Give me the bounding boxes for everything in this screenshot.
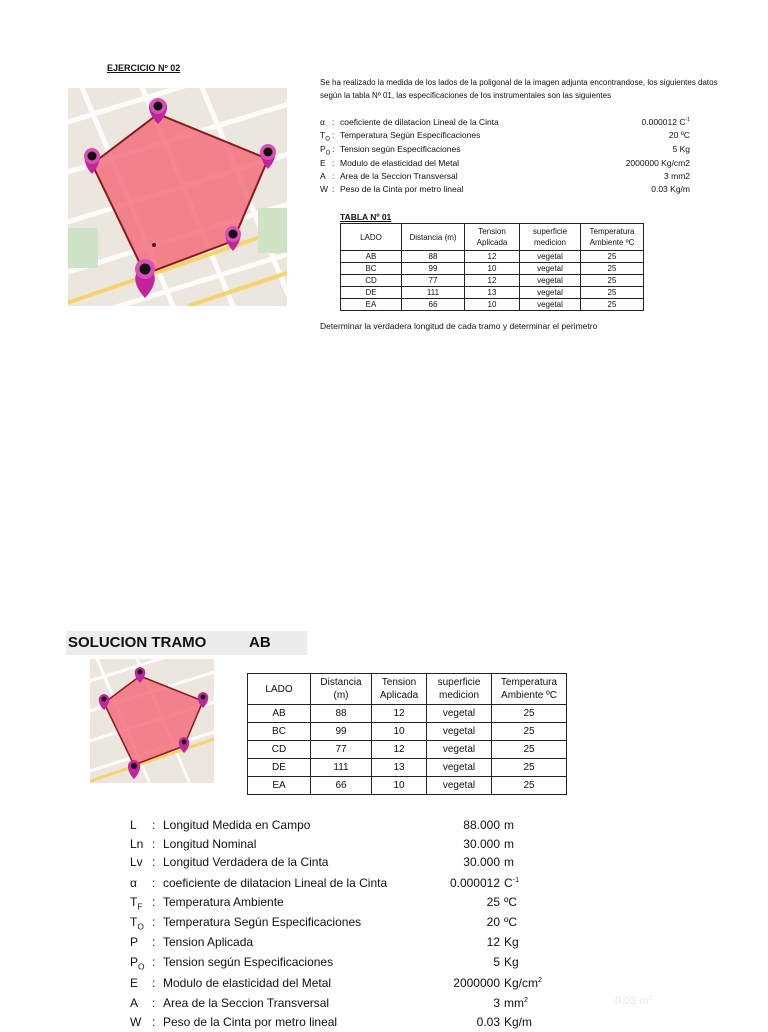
variable-row: E : Modulo de elasticidad del Metal 2000000 $Kg/cm^2$: [130, 975, 543, 990]
intro-text: Se ha realizado la medida de los lados de la poligonal de la imagen adjunta encontrandose, los siguientes datos según la tabla Nº 01, las especificaciones de los instrumentales son las siguientes: [320, 78, 718, 100]
variable-row: P : Tension Aplicada 12 Kg: [130, 935, 519, 949]
variable-row: α : coeficiente de dilatacion Lineal de la Cinta 0.000012 $C^{-1}$: [130, 875, 520, 890]
variable-row: A : Area de la Seccion Transversal 3 $mm^2$: [130, 995, 528, 1010]
instruction-text: Determinar la verdadera longitud de cada tramo y determinar el perimetro: [320, 321, 598, 331]
variable-row: Lv : Longitud Verdadera de la Cinta 30.000 m: [130, 855, 514, 869]
table-row: DE 111 13 vegetal 25: [248, 759, 567, 777]
spec-row: α : coeficiente de dilatacion Lineal de la Cinta 0.000012 $C^{-1}$: [320, 117, 690, 127]
table-row: BC 99 10 vegetal 25: [341, 263, 644, 275]
variable-row: L : Longitud Medida en Campo 88.000 m: [130, 818, 514, 832]
spec-row: W : Peso de la Cinta por metro lineal 0.03 Kg/m: [320, 184, 690, 194]
spec-row: $T_O$ : Temperatura Según Especificaciones 20 ºC: [320, 130, 690, 143]
map-image: [68, 88, 287, 306]
table-row: BC 99 10 vegetal 25: [248, 723, 567, 741]
variable-row: W : Peso de la Cinta por metro lineal 0.03 Kg/m: [130, 1015, 533, 1029]
table-header-row: LADO Distancia (m) Tension Aplicada superficie medicion Temperatura Ambiente ºC: [341, 224, 644, 251]
table-row: DE 111 13 vegetal 25: [341, 287, 644, 299]
variable-row: Ln : Longitud Nominal 30.000 m: [130, 837, 514, 851]
solution-title: SOLUCION TRAMO: [68, 634, 207, 651]
spec-row: E : Modulo de elasticidad del Metal 2000000 Kg/cm2: [320, 158, 690, 168]
table-row: EA 66 10 vegetal 25: [341, 299, 644, 311]
table-row: CD 77 12 vegetal 25: [248, 741, 567, 759]
map-thumbnail: [90, 659, 214, 783]
solution-segment: AB: [249, 634, 271, 651]
spec-row: $P_O$ : Tension según Especificaciones 5 Kg: [320, 144, 690, 157]
table-row: AB 88 12 vegetal 25: [341, 251, 644, 263]
table-row: EA 66 10 vegetal 25: [248, 777, 567, 795]
table-title: TABLA Nº 01: [340, 212, 392, 222]
variable-row: $P_O$ : Tension según Especificaciones 5 Kg: [130, 955, 519, 972]
solution-table: [247, 673, 567, 795]
variable-row: $T_F$ : Temperatura Ambiente 25 ºC: [130, 895, 518, 912]
map-thumbnail-svg: [90, 659, 214, 783]
map-polygon-svg: [68, 88, 287, 306]
faded-value: 0.03 $m^2$: [615, 994, 653, 1007]
table-row: CD 77 12 vegetal 25: [341, 275, 644, 287]
variable-row: $T_O$ : Temperatura Según Especificaciones 20 ºC: [130, 915, 518, 932]
data-table: [340, 223, 644, 311]
table-header-row: LADO Distancia (m) Tension Aplicada superficie medicion Temperatura Ambiente ºC: [248, 674, 567, 705]
exercise-title: EJERCICIO Nº 02: [107, 63, 181, 73]
spec-row: A : Area de la Seccion Transversal 3 mm2: [320, 171, 690, 181]
table-row: AB 88 12 vegetal 25: [248, 705, 567, 723]
